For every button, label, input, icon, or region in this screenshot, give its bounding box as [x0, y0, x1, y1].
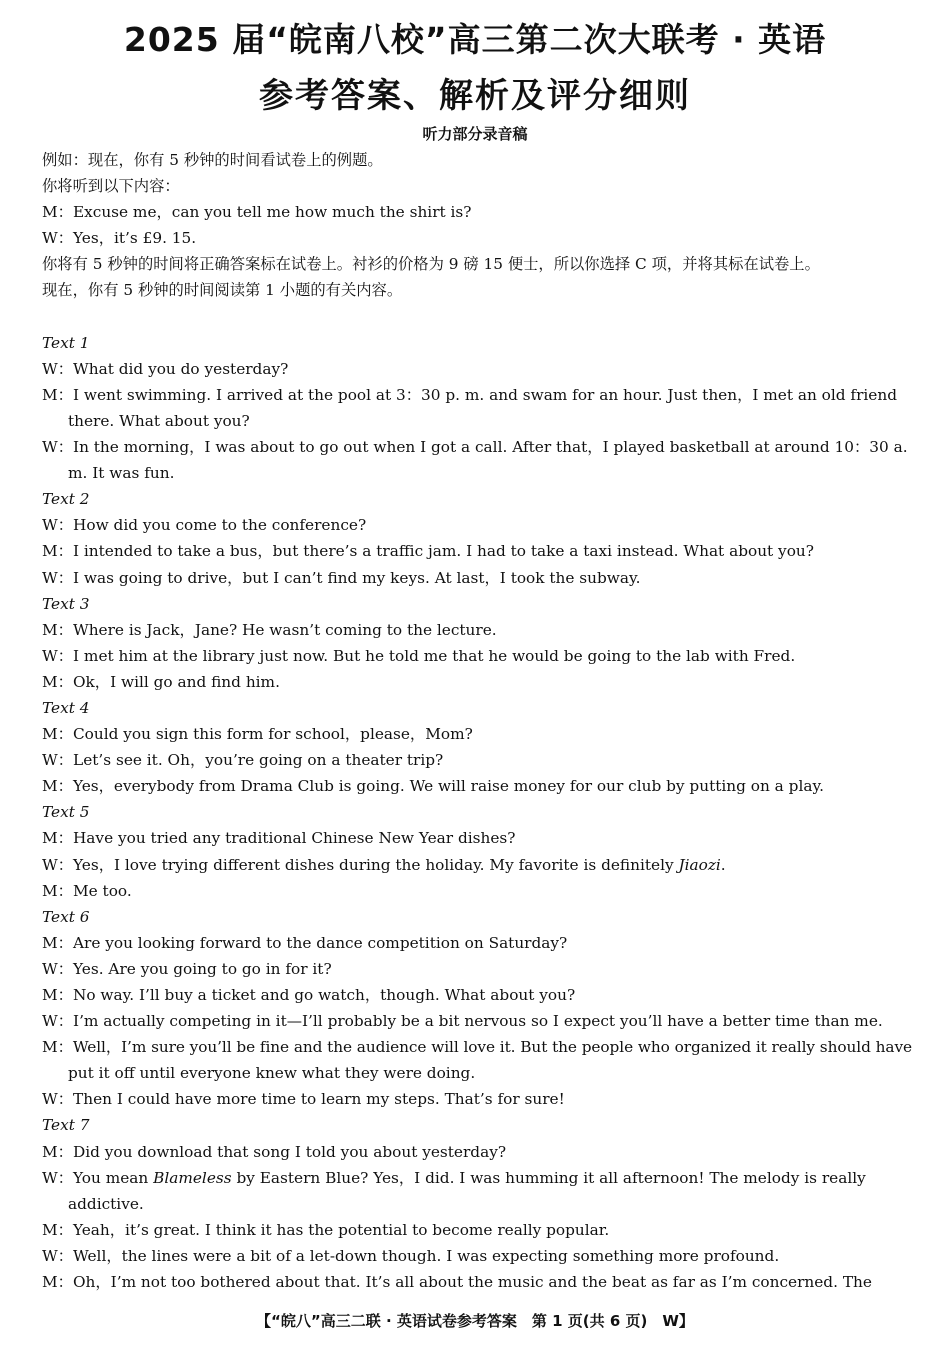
- utterance-text: Yes. Are you going to go in for it?: [73, 959, 332, 978]
- dialogue-line: [42, 825, 912, 851]
- speaker-label: M：: [42, 725, 73, 744]
- dialogue-line: [42, 1243, 912, 1269]
- speaker-label: W：: [42, 959, 74, 978]
- utterance-text: No way. I’ll buy a ticket and go watch，though. What about you?: [72, 986, 576, 1004]
- utterance-text: Well，I’m sure you’ll be fine and the audience will love it. But the people who organized it really should have: [72, 1038, 912, 1057]
- dialogue-line: [42, 1034, 912, 1086]
- utterance-text: Well，the lines were a bit of a let-down though. I was expecting something more profound.: [73, 1246, 780, 1265]
- intro-line: W：Yes，it’s £9. 15.: [42, 229, 197, 248]
- utterance-text: Me too.: [72, 881, 132, 900]
- utterance-text: Where is Jack，Jane? He wasn’t coming to the lecture.: [72, 620, 497, 639]
- utterance-continuation: put it off until everyone knew what they were doing.: [68, 1064, 476, 1083]
- speaker-label: M：: [42, 986, 73, 1004]
- text-label: Text 2: [42, 490, 90, 509]
- dialogue-line: [42, 669, 912, 695]
- italic-title: Blameless: [153, 1168, 232, 1187]
- utterance-text: Could you sign this form for school，please，Mom?: [72, 725, 473, 744]
- utterance-text: Yes，everybody from Drama Club is going. We will raise money for our club by putting on a play.: [72, 777, 824, 796]
- speaker-label: W：: [42, 646, 74, 665]
- intro-line: 例如：现在，你有 5 秒钟的时间看试卷上的例题。: [42, 151, 383, 169]
- speaker-label: W：: [42, 855, 74, 874]
- text-label: Text 7: [42, 1116, 90, 1135]
- utterance-text: Let’s see it. Oh，you’re going on a theater trip?: [73, 751, 444, 770]
- dialogue-line: [42, 643, 912, 669]
- speaker-label: W：: [42, 1090, 74, 1109]
- speaker-label: M：: [42, 1142, 73, 1161]
- utterance-text: I intended to take a bus，but there’s a traffic jam. I had to take a taxi instead. What about you?: [72, 542, 814, 561]
- dialogue-line: [42, 382, 912, 434]
- utterance-text: I went swimming. I arrived at the pool at 3：30 p. m. and swam for an hour. Just then，I met an old friend: [72, 385, 897, 404]
- document-subtitle: 参考答案、解析及评分细则: [259, 76, 691, 116]
- section-heading: 听力部分录音稿: [422, 125, 528, 143]
- dialogue-line: [42, 1008, 912, 1034]
- speaker-label: M：: [42, 385, 73, 404]
- intro-block: [42, 147, 912, 304]
- utterance-text: Ok，I will go and find him.: [72, 672, 280, 691]
- speaker-label: M：: [42, 1273, 73, 1292]
- utterance-text: You mean Blameless by Eastern Blue? Yes，I did. I was humming it all afternoon! The melody is really: [73, 1168, 866, 1187]
- speaker-label: W：: [42, 1168, 74, 1187]
- speaker-label: M：: [42, 881, 73, 900]
- dialogue-line: [42, 565, 912, 591]
- text-label: Text 5: [42, 803, 90, 822]
- text-label: Text 1: [42, 333, 90, 352]
- intro-line: 现在，你有 5 秒钟的时间阅读第 1 小题的有关内容。: [42, 281, 403, 300]
- speaker-label: M：: [42, 672, 73, 691]
- dialogue-line: [42, 1217, 912, 1243]
- dialogue-line: [42, 1165, 912, 1217]
- dialogue-line: [42, 434, 912, 486]
- dialogue-line: [42, 1139, 912, 1165]
- utterance-text: How did you come to the conference?: [73, 516, 367, 535]
- utterance-text: Yes，I love trying different dishes during the holiday. My favorite is definitely Jiaozi.: [73, 855, 726, 874]
- dialogue-line: [42, 982, 912, 1008]
- document-title: 2025 届“皖南八校”高三第二次大联考 · 英语: [123, 20, 827, 59]
- dialogue-line: [42, 1269, 912, 1295]
- dialogue-line: [42, 878, 912, 904]
- utterance-text: In the morning，I was about to go out when I got a call. After that，I played basketball at around 10：30 a.: [73, 438, 908, 457]
- speaker-label: W：: [42, 568, 74, 587]
- utterance-text: Did you download that song I told you about yesterday?: [72, 1142, 507, 1161]
- dialogue-line: [42, 1086, 912, 1112]
- speaker-label: M：: [42, 1220, 73, 1239]
- text-label: Text 4: [42, 698, 90, 717]
- utterance-continuation: addictive.: [68, 1194, 144, 1213]
- italic-word: Jiaozi: [678, 855, 721, 874]
- dialogue-line: [42, 747, 912, 773]
- speaker-label: W：: [42, 1012, 74, 1031]
- utterance-text: I was going to drive，but I can’t find my keys. At last，I took the subway.: [73, 568, 641, 587]
- transcript-body: [42, 147, 912, 1295]
- text-label: Text 3: [42, 594, 90, 613]
- speaker-label: M：: [42, 777, 73, 796]
- speaker-label: M：: [42, 542, 73, 561]
- dialogue-line: [42, 512, 912, 538]
- speaker-label: M：: [42, 1038, 73, 1057]
- speaker-label: W：: [42, 359, 74, 378]
- speaker-label: M：: [42, 933, 73, 952]
- speaker-label: M：: [42, 829, 73, 848]
- dialogue-line: [42, 356, 912, 382]
- utterance-text: Then I could have more time to learn my steps. That’s for sure!: [73, 1090, 565, 1109]
- dialogue-line: [42, 930, 912, 956]
- speaker-label: W：: [42, 438, 74, 457]
- speaker-label: M：: [42, 620, 73, 639]
- dialogue-line: [42, 721, 912, 747]
- speaker-label: W：: [42, 1246, 74, 1265]
- intro-line: 你将有 5 秒钟的时间将正确答案标在试卷上。衬衫的价格为 9 磅 15 便士，所以你选择 C 项，并将其标在试卷上。: [42, 255, 820, 274]
- dialogue-line: [42, 773, 912, 799]
- utterance-text: Yeah，it’s great. I think it has the potential to become really popular.: [72, 1220, 610, 1239]
- text-label: Text 6: [42, 907, 90, 926]
- utterance-text: Have you tried any traditional Chinese New Year dishes?: [72, 829, 516, 848]
- dialogue-line: [42, 617, 912, 643]
- utterance-text: I’m actually competing in it—I’ll probably be a bit nervous so I expect you’ll have a better time than me.: [73, 1012, 883, 1031]
- utterance-text: I met him at the library just now. But he told me that he would be going to the lab with Fred.: [73, 646, 796, 665]
- spacer: [42, 304, 912, 330]
- speaker-label: W：: [42, 751, 74, 770]
- utterance-text: Oh，I’m not too bothered about that. It’s all about the music and the beat as far as I’m concerned. The: [72, 1273, 872, 1292]
- intro-line: M：Excuse me，can you tell me how much the shirt is?: [42, 203, 472, 222]
- utterance-continuation: m. It was fun.: [68, 464, 175, 483]
- dialogue-line: [42, 956, 912, 982]
- page-footer: 【“皖八”高三二联 · 英语试卷参考答案 第 1 页(共 6 页) W】: [256, 1312, 694, 1330]
- dialogue-line: [42, 538, 912, 564]
- texts-block: [42, 330, 912, 1295]
- utterance-text: Are you looking forward to the dance competition on Saturday?: [72, 933, 568, 952]
- speaker-label: W：: [42, 516, 74, 535]
- utterance-continuation: there. What about you?: [68, 411, 250, 430]
- utterance-text: What did you do yesterday?: [73, 359, 289, 378]
- dialogue-line: [42, 852, 912, 878]
- intro-line: 你将听到以下内容：: [42, 177, 180, 196]
